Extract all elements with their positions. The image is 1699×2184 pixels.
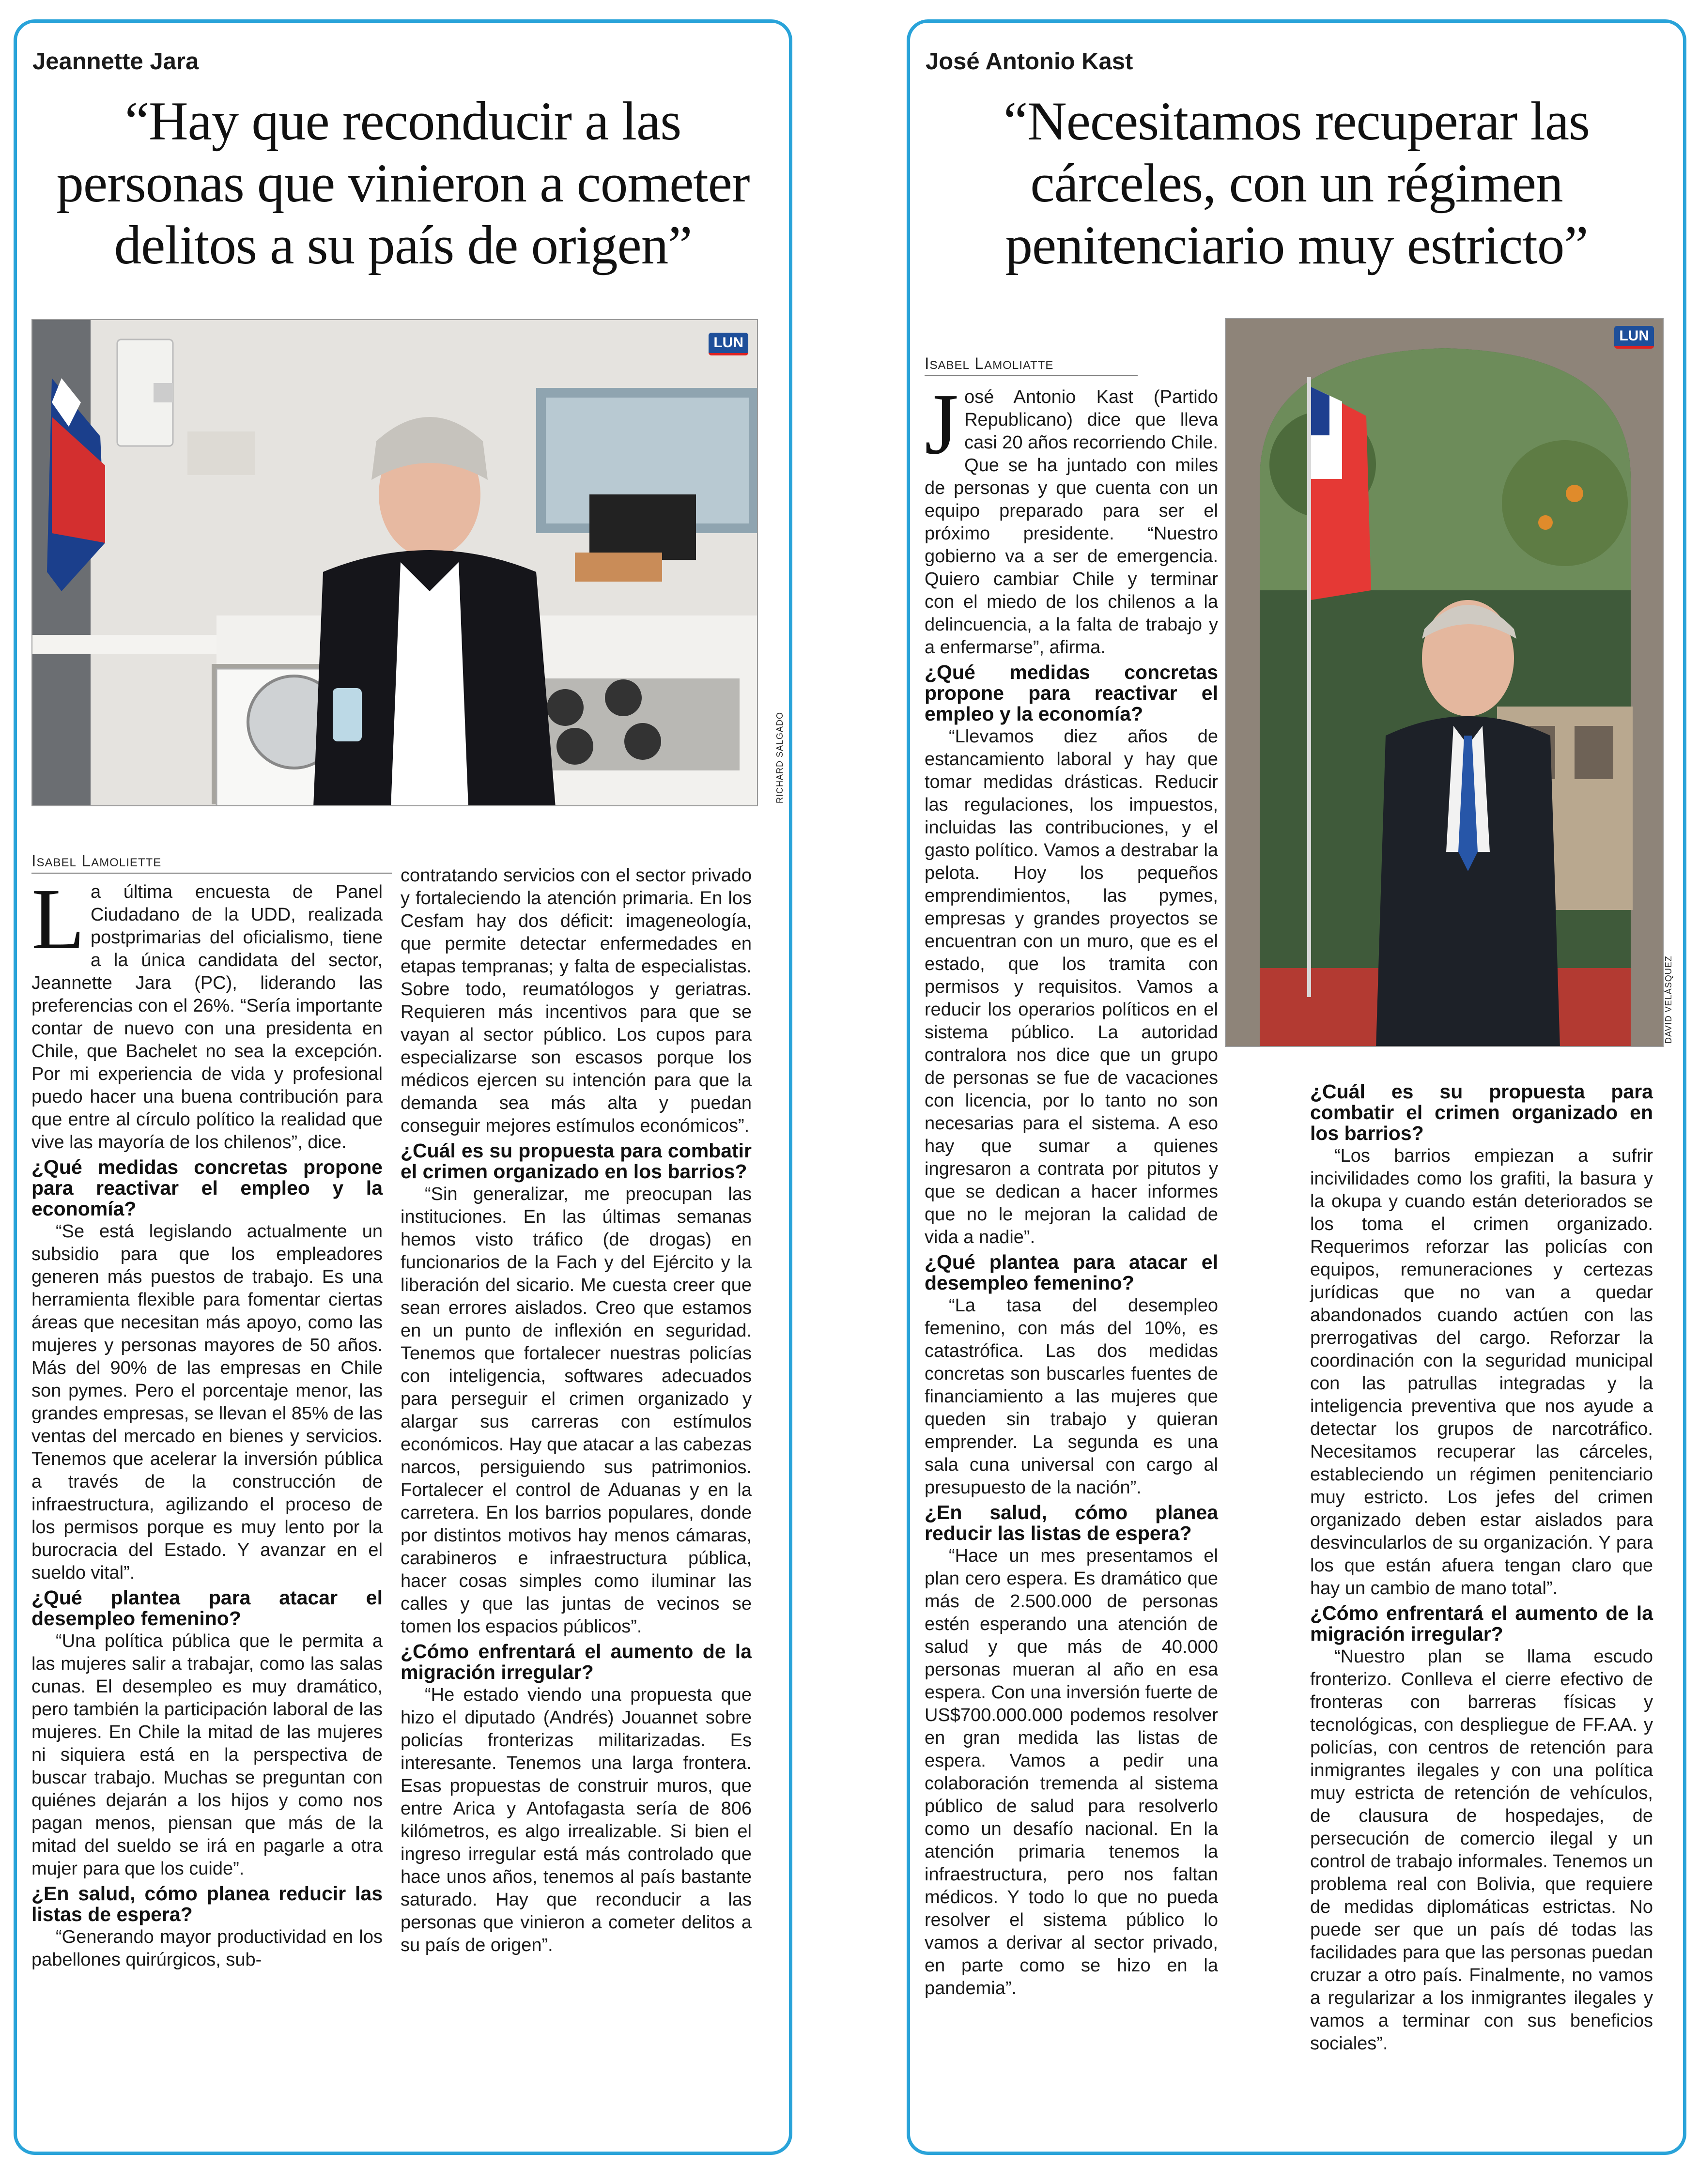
answer-5: “He estado viendo una propuesta que hizo el diputado (Andrés) Jouannet sobre policías fronterizas militarizadas. Es interesante. Tenemos una larga frontera. Esas propuestas de construir muros, que entre Arica y Antofagasta sería de 806 kilómetros, es algo irrealizable. Si bien el ingreso irregular está más controlado que hace unos años, tenemos al país bastante saturado. Hay que reconducir a las personas que vinieron a cometer delitos a su país de origen”. bbox=[401, 1685, 752, 1955]
article-panel-jara bbox=[14, 19, 792, 2155]
photo-credit: RICHARD SALGADO bbox=[775, 711, 785, 803]
question-3: ¿En salud, cómo planea reducir las listas de espera? bbox=[31, 1882, 383, 1925]
question-2: ¿Qué plantea para atacar el desempleo femenino? bbox=[925, 1251, 1218, 1294]
question-4: ¿Cuál es su propuesta para combatir el crimen organizado en los barrios? bbox=[401, 1139, 752, 1183]
question-1: ¿Qué medidas concretas propone para reactivar el empleo y la economía? bbox=[31, 1156, 383, 1220]
column-2 bbox=[1310, 1078, 1653, 2055]
column-1 bbox=[925, 376, 1218, 2000]
question-1: ¿Qué medidas concretas propone para reactivar el empleo y la economía? bbox=[925, 661, 1218, 725]
answer-5: “Nuestro plan se llama escudo fronterizo. Conlleva el cierre efectivo de fronteras con barreras físicas y tecnológicas, con despliegue de FF.AA. y policías, con centros de retención para inmigrantes ilegales y con una política muy estricta de retención de vehículos, de clausura de hospedajes, de persecución de comercio ilegal y un control de trabajo informales. Tenemos un problema real con Bolivia, que requiere de medidas diplomáticas estrictas. No puede ser que un país dé todas las facilidades para que las personas puedan cruzar a otro país. Finalmente, no vamos a regularizar a los inmigrantes ilegales y vamos a terminar con sus beneficios sociales”. bbox=[1310, 1646, 1653, 2054]
answer-2: “La tasa del desempleo femenino, con más del 10%, es catastrófica. Las dos medidas concretas son buscarles fuentes de financiamiento a las mujeres que queden sin trabajo y quieran emprender. La segunda es una sala cuna universal con cargo al presupuesto de la nación”. bbox=[925, 1295, 1218, 1498]
answer-3-start: “Generando mayor productividad en los pabellones quirúrgicos, sub- bbox=[31, 1927, 383, 1970]
politician-name: Jeannette Jara bbox=[32, 48, 199, 75]
photo-credit: DAVID VELÁSQUEZ bbox=[1664, 955, 1673, 1044]
answer-4: “Los barrios empiezan a sufrir incivilidades como los grafiti, la basura y la okupa y cuando están deteriorados se los toma el crimen organizado. Requerimos reforzar las policías con equipos, remuneraciones y certezas jurídicas que no van a quedar abandonados cuando actúen con las prerrogativas del cargo. Reforzar la coordinación con la seguridad municipal con las patrullas integradas y la inteligencia preventiva que nos ayude a detectar los grupos de narcotráfico. Necesitamos recuperar las cárceles, estableciendo un régimen penitenciario muy estricto. Los jefes del crimen organizado deben estar aislados para desvincularlos de su organización. Y para los que están afuera tengan claro que hay un cambio de mano total”. bbox=[1310, 1146, 1653, 1599]
question-5: ¿Cómo enfrentará el aumento de la migración irregular? bbox=[401, 1640, 752, 1683]
drop-cap: L bbox=[31, 871, 85, 967]
question-3: ¿En salud, cómo planea reducir las listas de espera? bbox=[925, 1501, 1218, 1544]
answer-3-end: contratando servicios con el sector privado y fortaleciendo la atención primaria. En los Cesfam hay dos déficit: imageneología, que permite detectar enfermedades en etapas tempranas; y falta de especialistas. Sobre todo, reumatólogos y geriatras. Requieren más incentivos para que se vayan al sector público. Los cupos para especializarse son escasos porque los médicos ejercen su intención para que la demanda sea más alta y puedan conseguir mejores estímulos económicos”. bbox=[401, 865, 752, 1136]
headline: “Hay que reconducir a las personas que vinieron a cometer delitos a su país de origen” bbox=[56, 91, 750, 276]
question-2: ¿Qué plantea para atacar el desempleo femenino? bbox=[31, 1586, 383, 1630]
question-4: ¿Cuál es su propuesta para combatir el crimen organizado en los barrios? bbox=[1310, 1080, 1653, 1144]
answer-3: “Hace un mes presentamos el plan cero espera. Es dramático que más de 2.500.000 de personas estén esperando una atención de salud y que más de 40.000 personas mueran al año en esa espera. Con una inversión fuerte de US$700.000.000 podemos resolver en gran medida las listas de espera. Vamos a pedir una colaboración tremenda al sistema público de salud para resolverlo como un desafío nacional. En la atención primaria tenemos la infraestructura, pero nos faltan médicos. Y todo lo que no pueda resolver el sistema público lo vamos a derivar al sector privado, en parte como se hizo en la pandemia”. bbox=[925, 1546, 1218, 1999]
archway-illustration bbox=[1226, 319, 1664, 1047]
answer-1: “Se está legislando actualmente un subsidio para que los empleadores generen más puestos de trabajo. Es una herramienta flexible para fomentar ciertas áreas que necesitan más apoyo, como las mujeres y personas mayores de 50 años. Más del 90% de las empresas en Chile son pymes. Pero el porcentaje menor, las grandes empresas, se llevan el 85% de las ventas del mercado en bienes y servicios. Tenemos que acelerar la inversión pública a través de la construcción de infraestructura, agilizando el proceso de los permisos porque es muy lento por la burocracia del Estado. Y avanzar en el sueldo vital”. bbox=[31, 1221, 383, 1583]
intro-paragraph: a última encuesta de Panel Ciudadano de la UDD, realizada postprimarias del oficialismo, tiene a la única candidata del sector, Jeannette Jara (PC), liderando las preferencias con el 26%. “Sería importante contar de nuevo con una presidenta en Chile, que Bachelet no sea la excepción. Por mi experiencia de vida y profesional puedo hacer una buena contribución para que entre al círculo político la realidad que vive las mayoría de los chilenos”, dice. bbox=[31, 882, 383, 1153]
question-5: ¿Cómo enfrentará el aumento de la migración irregular? bbox=[1310, 1602, 1653, 1645]
answer-2: “Una política pública que le permita a las mujeres salir a trabajar, como las salas cunas. El desempleo es muy dramático, pero también la participación laboral de las mujeres. En Chile la mitad de las mujeres ni siquiera está en la perspectiva de buscar trabajo. Muchas se preguntan con quiénes dejarán a los hijos y como nos pagan menos, piensan que más de la mitad del sueldo se irá en pagarle a otra mujer para que los cuide”. bbox=[31, 1631, 383, 1879]
photo-kast-archway bbox=[1225, 318, 1664, 1047]
column-2 bbox=[401, 864, 752, 1957]
intro-paragraph: osé Antonio Kast (Partido Republicano) dice que lleva casi 20 años recorriendo Chile. Que se ha juntado con miles de personas y que cuenta con un equipo preparado para ser el próximo presidente. “Nuestro gobierno va a ser de emergencia. Quiero cambiar Chile y terminar con el miedo de los chilenos a la delincuencia, a la falta de trabajo y a enfermarse”, afirma. bbox=[925, 387, 1218, 658]
lun-logo: LUN bbox=[709, 333, 748, 355]
politician-name: José Antonio Kast bbox=[926, 48, 1133, 75]
kitchen-illustration bbox=[32, 320, 758, 806]
answer-4: “Sin generalizar, me preocupan las instituciones. En las últimas semanas hemos visto tráfico (de drogas) en funcionarios de la Fach y del Ejército y la liberación del sicario. Me cuesta creer que sean errores aislados. Creo que estamos en un punto de inflexión en seguridad. Tenemos que fortalecer nuestras policías con inteligencia, softwares adecuados para perseguir el crimen organizado y alargar sus carreras con estímulos económicos. Hay que atacar a las cabezas narcos, persiguiendo sus patrimonios. Fortalecer el control de Aduanas y en la carretera. En los barrios populares, donde por distintos motivos hay menos cámaras, carabineros e infraestructura pública, hacer cosas simples como iluminar las calles y que las juntas de vecinos se tomen los espacios públicos”. bbox=[401, 1184, 752, 1637]
article-panel-kast bbox=[907, 19, 1686, 2155]
headline: “Necesitamos recuperar las cárceles, con un régimen penitenciario muy estricto” bbox=[1003, 91, 1590, 276]
byline: Isabel Lamoliette bbox=[31, 852, 392, 874]
byline: Isabel Lamoliatte bbox=[925, 354, 1138, 376]
photo-jara-kitchen bbox=[31, 319, 758, 806]
answer-1: “Llevamos diez años de estancamiento laboral y hay que tomar medidas drásticas. Reducir las regulaciones, los impuestos, incluidas las contribuciones, y el gasto político. Vamos a destrabar la pelota. Hoy los pequeños emprendimientos, las pymes, empresas y grandes proyectos se encuentran con un muro, que es el estado, que los tramita con permisos y requisitos. Vamos a reducir los operarios políticos en el sistema público. La autoridad contralora nos dice que un grupo de personas se fue de vacaciones con licencia, por lo tanto no son necesarias para el sistema. A eso hay que sumar a quienes ingresaron a contrata por pitutos y que se dedican a hacer informes que no le mejoran la calidad de vida a nadie”. bbox=[925, 726, 1218, 1247]
lun-logo: LUN bbox=[1614, 326, 1654, 349]
drop-cap: J bbox=[925, 376, 959, 472]
column-1 bbox=[31, 871, 383, 1971]
